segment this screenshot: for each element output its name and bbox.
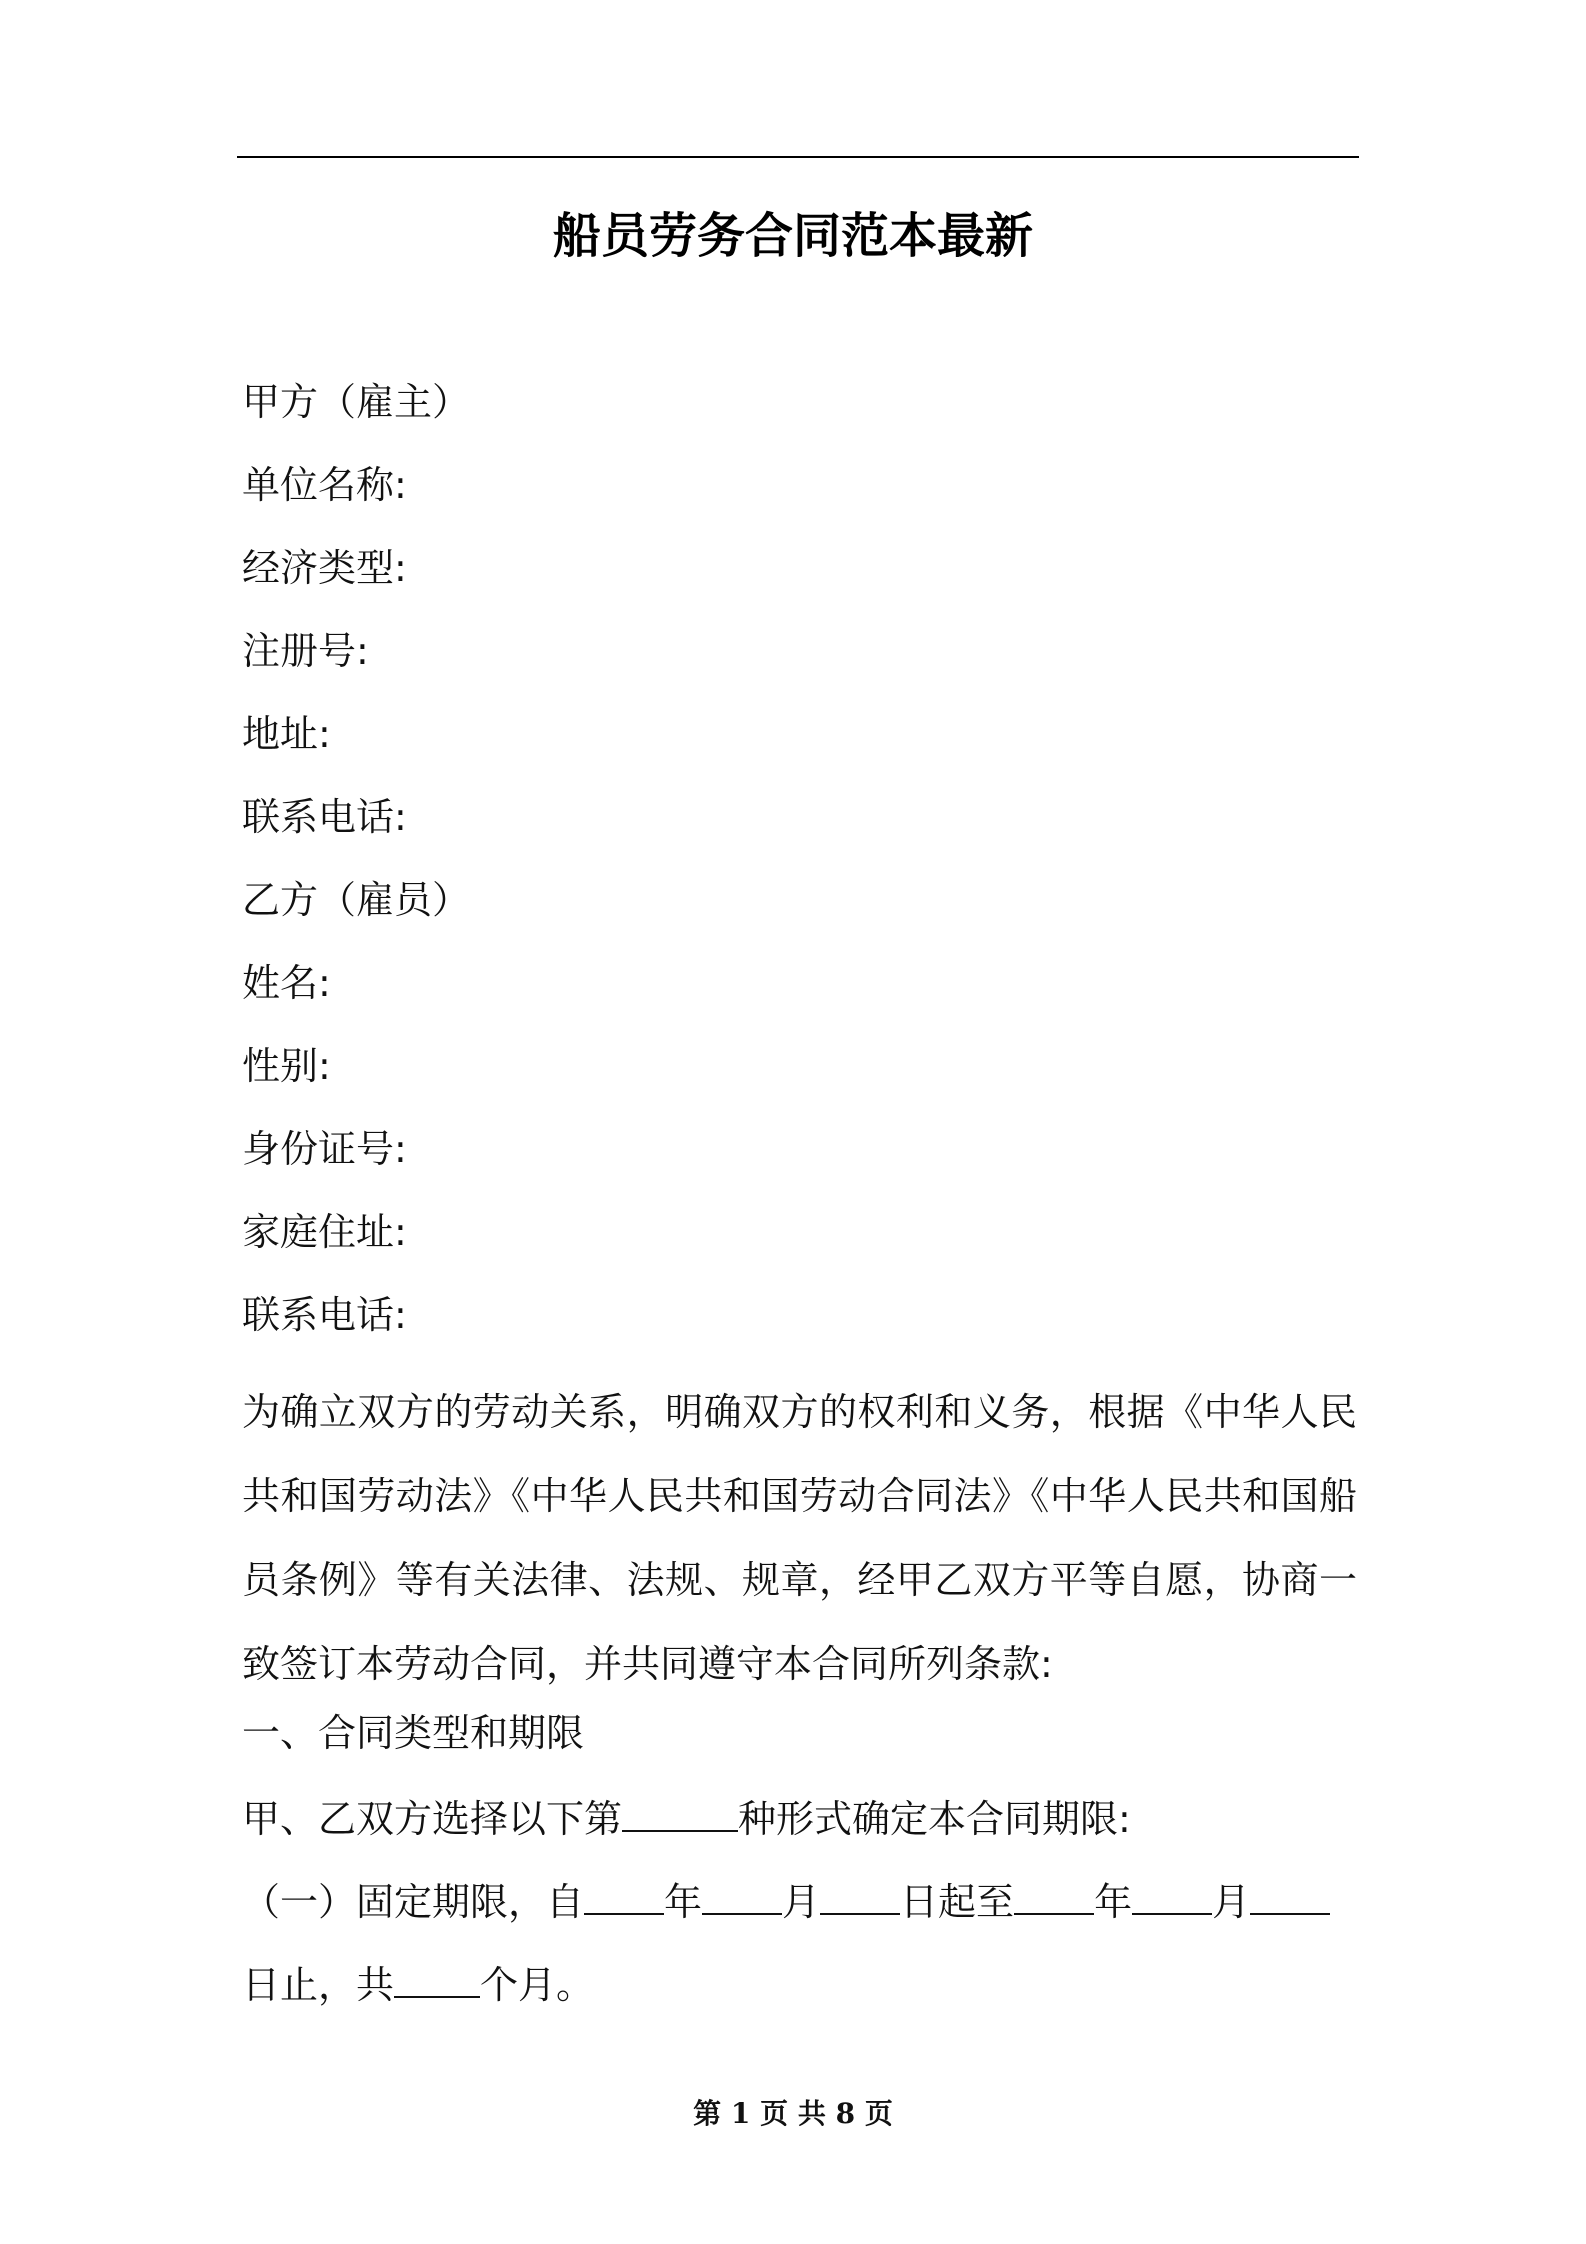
term-choice-line (242, 1786, 1131, 1849)
day-until-label: 日起至 (900, 1880, 1015, 1924)
party-a-address: 地址: (242, 712, 331, 756)
preamble-paragraph: 为确立双方的劳动关系，明确双方的权利和义务，根据《中华人民共和国劳动法》《中华人民共和国劳动合同法》《中华人民共和国船员条例》等有关法律、法规、规章，经甲乙双方平等自愿，协商一致签订本劳动合同，并共同遵守本合同所列条款: (242, 1390, 1357, 1686)
term-choice-suffix: 种形式确定本合同期限: (738, 1797, 1131, 1841)
months-blank[interactable] (394, 1952, 480, 1998)
party-a-registration-no: 注册号: (242, 629, 369, 673)
section1-heading: 一、合同类型和期限 (242, 1711, 585, 1755)
year-label: 年 (664, 1880, 703, 1924)
party-a-heading: 甲方（雇主） (242, 380, 471, 424)
term-choice-prefix: 甲、乙双方选择以下第 (242, 1797, 623, 1841)
term-choice-blank[interactable] (622, 1786, 738, 1832)
party-b-heading: 乙方（雇员） (242, 878, 471, 922)
end-month-label: 月 (1212, 1880, 1251, 1924)
party-b-id-no: 身份证号: (242, 1127, 407, 1171)
page-footer: 第 1 页 共 8 页 (693, 2097, 893, 2130)
party-a-unit-name: 单位名称: (242, 463, 407, 507)
party-b-name: 姓名: (242, 961, 331, 1005)
end-month-blank[interactable] (1132, 1869, 1212, 1915)
fixed-term-line-2 (242, 1952, 594, 2015)
start-day-blank[interactable] (820, 1869, 900, 1915)
day-end-label: 日止，共 (242, 1963, 395, 2007)
fixed-term-line (242, 1869, 1330, 1932)
party-b-phone: 联系电话: (242, 1293, 407, 1337)
party-a-economic-type: 经济类型: (242, 546, 407, 590)
month-label: 月 (782, 1880, 821, 1924)
fixed-term-lead: （一）固定期限，自 (242, 1880, 585, 1924)
start-year-blank[interactable] (584, 1869, 664, 1915)
end-year-blank[interactable] (1014, 1869, 1094, 1915)
document-title: 船员劳务合同范本最新 (552, 208, 1033, 264)
party-b-gender: 性别: (242, 1044, 331, 1088)
party-a-phone: 联系电话: (242, 795, 407, 839)
end-year-label: 年 (1094, 1880, 1133, 1924)
party-b-home-address: 家庭住址: (242, 1210, 407, 1254)
start-month-blank[interactable] (702, 1869, 782, 1915)
header-rule (237, 156, 1359, 158)
end-day-blank[interactable] (1250, 1869, 1330, 1915)
months-label: 个月。 (480, 1963, 595, 2007)
